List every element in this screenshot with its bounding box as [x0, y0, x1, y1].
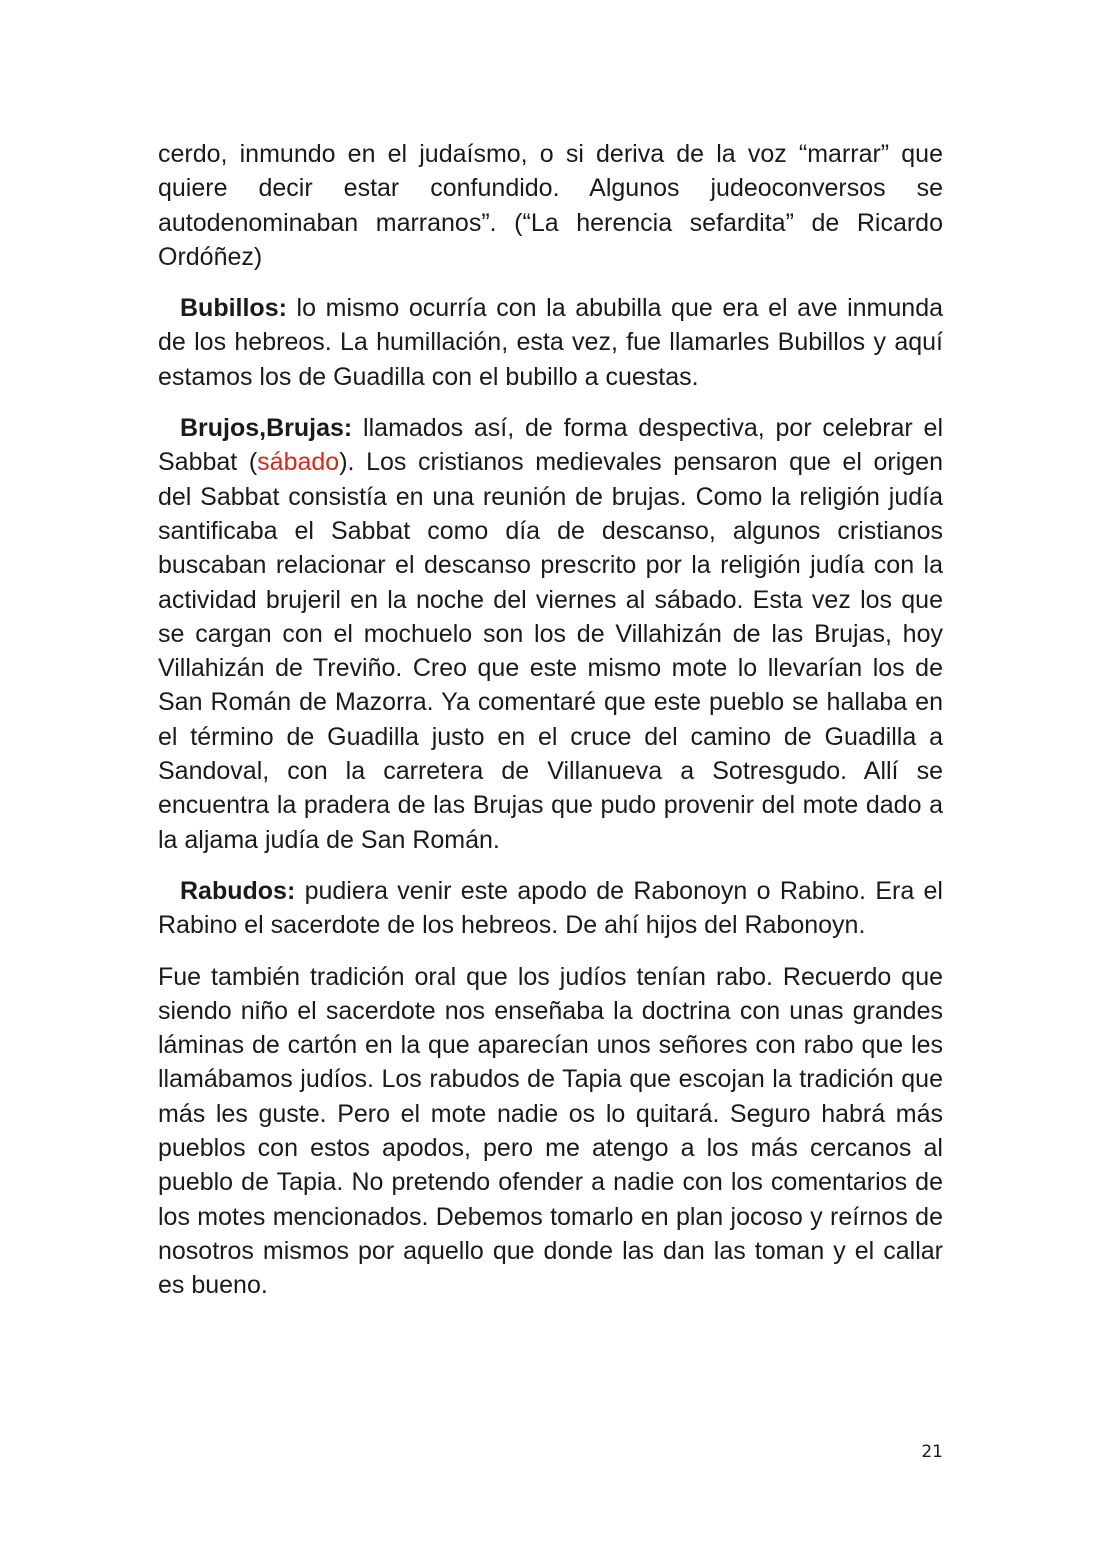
highlight-sabado: sábado [257, 448, 340, 477]
page-number: 21 [921, 1442, 943, 1462]
term-rabudos: Rabudos: [180, 876, 296, 905]
definition-rabudos: pudiera venir este apodo de Rabonoyn o Rabino. Era el Rabino el sacerdote de los hebreos. De ahí hijos del Rabonoyn. [158, 876, 943, 940]
definition-brujos-part1: llamados así, de forma despectiva, por celebrar el Sabbat ( [158, 414, 943, 477]
paragraph-tradicion-oral: Fue también tradición oral que los judíos tenían rabo. Recuerdo que siendo niño el sacerdote nos enseñaba la doctrina con unas grandes láminas de cartón en la que aparecían unos señores con rabo que les llamábamos judíos. Los rabudos de Tapia que escojan la tradición que más les guste. Pero el mote nadie os lo quitará. Seguro habrá más pueblos con estos apodos, pero me atengo a los más cercanos al pueblo de Tapia. No pretendo ofender a nadie con los comentarios de los motes mencionados. Debemos tomarlo en plan jocoso y reírnos de nosotros mismos por aquello que donde las dan las toman y el callar es bueno. [158, 962, 943, 1300]
body-text [158, 137, 943, 1320]
term-bubillos: Bubillos: [180, 294, 287, 323]
paragraph-bubillos [158, 291, 943, 394]
paragraph-brujos [158, 411, 943, 857]
term-brujos: Brujos,Brujas: [180, 414, 353, 443]
definition-brujos-part2: ). Los cristianos medievales pensaron que el origen del Sabbat consistía en una reunión de brujas. Como la religión judía santificaba el Sabbat como día de descanso, algunos cristianos buscaban relacionar el descanso prescrito por la religión judía con la actividad brujeril en la noche del viernes al sábado. Esta vez los que se cargan con el mochuelo son los de Villahizán de las Brujas, hoy Villahizán de Treviño. Creo que este mismo mote lo llevarían los de San Román de Mazorra. Ya comentaré que este pueblo se hallaba en el término de Guadilla justo en el cruce del camino de Guadilla a Sandoval, con la carretera de Villanueva a Sotresgudo. Allí se encuentra la pradera de las Brujas que pudo provenir del mote dado a la aljama judía de San Román. [158, 448, 943, 854]
paragraph-continuation: cerdo, inmundo en el judaísmo, o si deriva de la voz “marrar” que quiere decir estar confundido. Algunos judeoconversos se autodenominaban marranos”. (“La herencia sefardita” de Ricardo Ordóñez) [158, 140, 943, 271]
paragraph-rabudos [158, 874, 943, 943]
definition-bubillos: lo mismo ocurría con la abubilla que era el ave inmunda de los hebreos. La humillación, esta vez, fue llamarles Bubillos y aquí estamos los de Guadilla con el bubillo a cuestas. [158, 294, 943, 391]
